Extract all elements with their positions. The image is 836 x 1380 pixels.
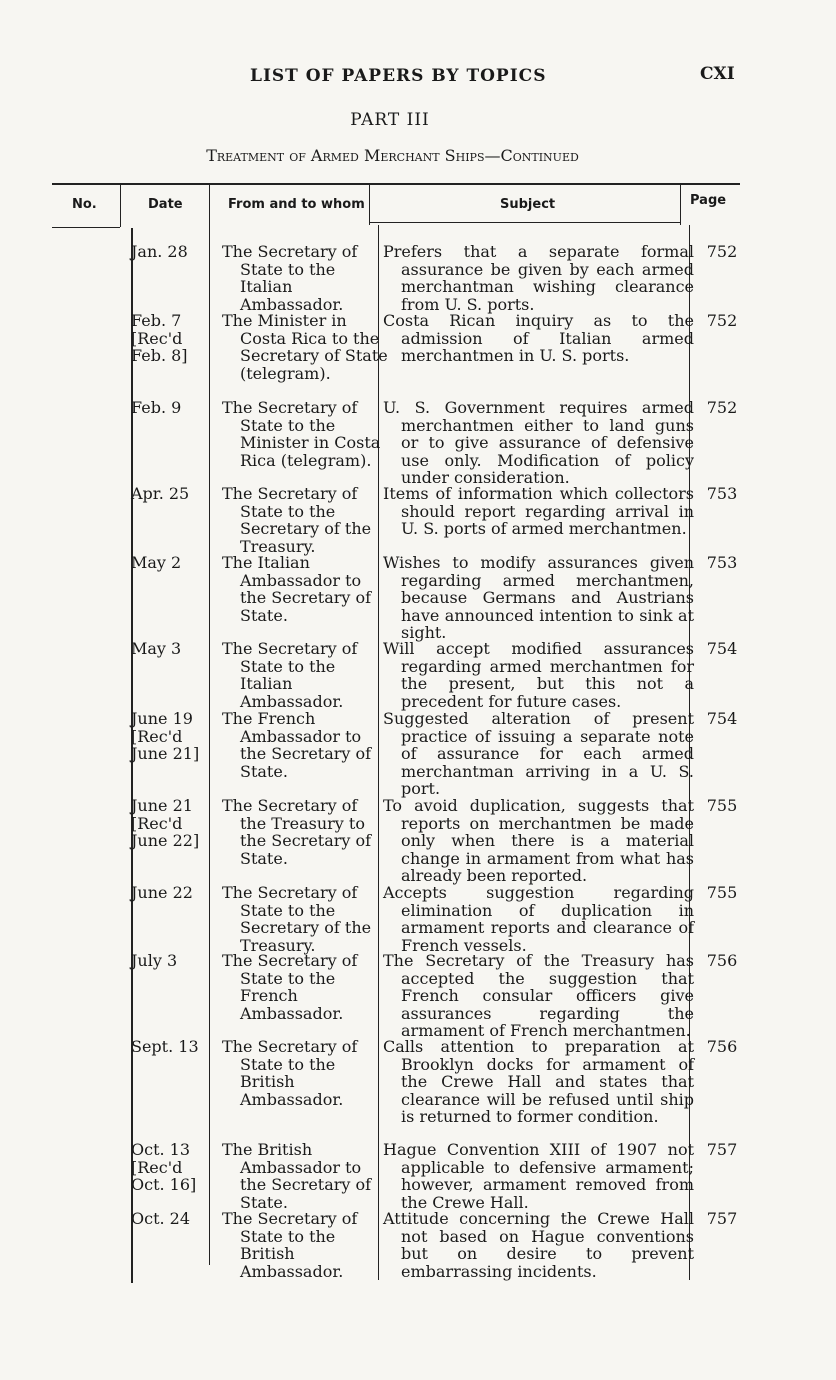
row-from-to: The Secretary of State to the Italian Ambassador. <box>222 242 358 314</box>
row-from-to: The Minister in Costa Rica to the Secretary of State (telegram). <box>222 311 388 383</box>
row-page: 753 <box>706 553 738 572</box>
column-header-subject: Subject <box>500 197 556 212</box>
row-subject: Accepts suggestion regarding elimination of duplication in armament reports and clearance of French vessels. <box>383 883 694 955</box>
row-page: 752 <box>706 311 738 330</box>
row-subject: Will accept modified assurances regarding armed merchantmen for the present, but this not a precedent for future cases. <box>383 639 694 711</box>
row-subject: Items of information which collectors should report regarding arrival in U. S. ports of armed merchantmen. <box>383 484 694 538</box>
row-page: 752 <box>706 242 738 261</box>
row-date: July 3 <box>131 951 178 970</box>
column-header-from-to: From and to whom <box>228 197 365 212</box>
table-top-rule <box>52 183 740 185</box>
row-subject: Attitude concerning the Crewe Hall not based on Hague conventions but on desire to prevent embarrassing incidents. <box>383 1209 694 1281</box>
row-subject: Costa Rican inquiry as to the admission of Italian armed merchantmen in U. S. ports. <box>383 311 694 365</box>
column-header-date: Date <box>148 197 183 212</box>
row-from-to: The Secretary of State to the Secretary of the Treasury. <box>222 883 372 955</box>
row-page: 757 <box>706 1140 738 1159</box>
row-page: 755 <box>706 796 738 815</box>
row-page: 754 <box>706 639 738 658</box>
row-page: 754 <box>706 709 738 728</box>
row-date: June 19 [Rec'd June 21] <box>131 709 200 763</box>
header-bottom-rule-right <box>370 222 680 223</box>
row-page: 752 <box>706 398 738 417</box>
row-date: Jan. 28 <box>131 242 188 261</box>
row-from-to: The Italian Ambassador to the Secretary of State. <box>222 553 372 625</box>
row-from-to: The Secretary of State to the French Ambassador. <box>222 951 358 1023</box>
row-subject: Wishes to modify assurances given regarding armed merchantmen, because Germans and Austrians have announced intention to sink at sight. <box>383 553 694 642</box>
column-divider <box>369 185 370 225</box>
row-subject: Calls attention to preparation at Brooklyn docks for armament of the Crewe Hall and states that clearance will be refused until ship is returned to former condition. <box>383 1037 694 1126</box>
row-date: Sept. 13 <box>131 1037 199 1056</box>
row-subject: The Secretary of the Treasury has accepted the suggestion that French consular officers give assurances regarding the armament of French merchantmen. <box>383 951 694 1040</box>
row-from-to: The Secretary of State to the British Ambassador. <box>222 1037 358 1109</box>
row-date: Feb. 7 [Rec'd Feb. 8] <box>131 311 188 365</box>
row-subject: Prefers that a separate formal assurance be given by each armed merchantman wishing clearance from U. S. ports. <box>383 242 694 314</box>
row-subject: Suggested alteration of present practice of issuing a separate note of assurance for each armed merchantman arriving in a U. S. port. <box>383 709 694 798</box>
row-from-to: The Secretary of State to the British Ambassador. <box>222 1209 358 1281</box>
row-page: 756 <box>706 1037 738 1056</box>
row-date: May 2 <box>131 553 182 572</box>
row-from-to: The Secretary of State to the Secretary of the Treasury. <box>222 484 372 556</box>
row-from-to: The British Ambassador to the Secretary of State. <box>222 1140 372 1212</box>
column-divider <box>209 185 210 1265</box>
part-heading: PART III <box>350 110 430 130</box>
running-title: LIST OF PAPERS BY TOPICS <box>250 66 547 86</box>
row-date: Feb. 9 <box>131 398 182 417</box>
row-date: May 3 <box>131 639 182 658</box>
row-page: 753 <box>706 484 738 503</box>
row-from-to: The Secretary of the Treasury to the Secretary of State. <box>222 796 372 868</box>
row-date: Oct. 24 <box>131 1209 191 1228</box>
column-divider <box>120 185 121 227</box>
row-subject: To avoid duplication, suggests that reports on merchantmen be made only when there is a material change in armament from what has already been reported. <box>383 796 694 885</box>
row-subject: U. S. Government requires armed merchantmen either to land guns or to give assurance of defensive use only. Modification of policy under consideration. <box>383 398 694 487</box>
row-date: Oct. 13 [Rec'd Oct. 16] <box>131 1140 197 1194</box>
row-page: 755 <box>706 883 738 902</box>
row-page: 757 <box>706 1209 738 1228</box>
column-divider <box>680 185 681 225</box>
row-from-to: The Secretary of State to the Minister in Costa Rica (telegram). <box>222 398 381 470</box>
row-from-to: The Secretary of State to the Italian Ambassador. <box>222 639 358 711</box>
row-subject: Hague Convention XIII of 1907 not applicable to defensive armament; however, armament removed from the Crewe Hall. <box>383 1140 694 1212</box>
row-date: Apr. 25 <box>131 484 190 503</box>
row-from-to: The French Ambassador to the Secretary of State. <box>222 709 372 781</box>
column-header-no: No. <box>72 197 97 212</box>
column-header-page: Page <box>690 193 727 208</box>
row-date: June 22 <box>131 883 193 902</box>
row-page: 756 <box>706 951 738 970</box>
page-number: CXI <box>700 64 735 84</box>
section-title: Treatment of Armed Merchant Ships—Continued <box>206 146 579 165</box>
header-bottom-rule <box>52 227 120 228</box>
row-date: June 21 [Rec'd June 22] <box>131 796 200 850</box>
